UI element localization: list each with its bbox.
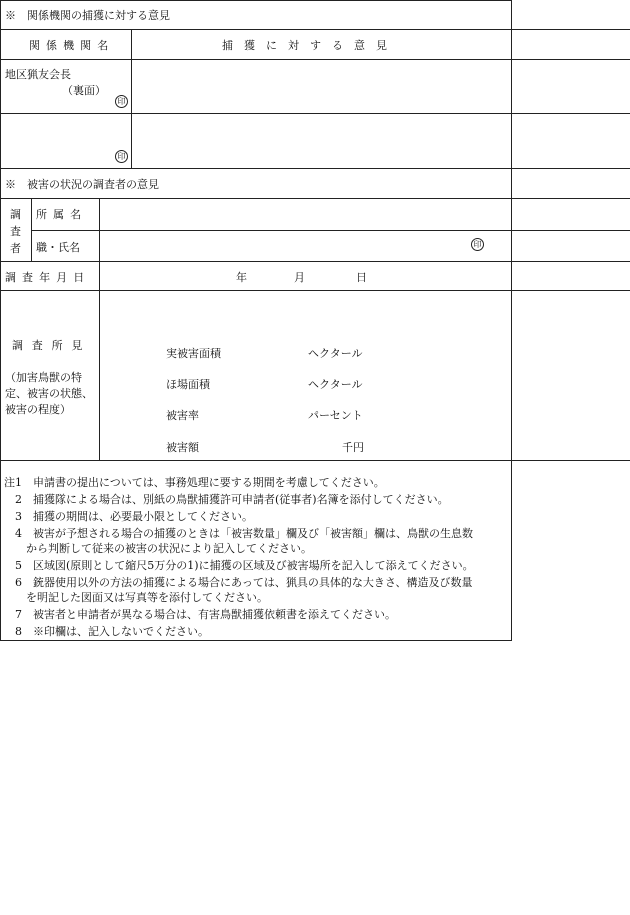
note-line: 3 捕獲の期間は、必要最小限としてください。 [4, 510, 253, 523]
investigator-label-char: 調 [10, 208, 21, 221]
date-year: 年 [236, 271, 247, 284]
back-side-label: （裏面） [62, 84, 106, 97]
note-line: 6 銃器使用以外の方法の捕獲による場合にあっては、猟具の具体的な大きさ、構造及び数量 [4, 576, 473, 589]
note-line: から判断して従来の被害の状況により記入してください。 [4, 542, 312, 555]
agency-column-header: 関係機関名 [29, 39, 115, 52]
hunting-club-chief-label: 地区猟友会長 [5, 68, 71, 81]
note-line: 4 被害が予想される場合の捕獲のときは「被害数量」欄及び「被害額」欄は、鳥獣の生息数 [4, 527, 473, 540]
survey-date-label: 調査年月日 [5, 271, 91, 284]
damage-area-label: 実被害面積 [166, 347, 221, 360]
section2-title: ※ 被害の状況の調査者の意見 [5, 178, 159, 191]
findings-sub-line: 被害の程度） [5, 403, 71, 416]
affiliation-label: 所属名 [36, 208, 88, 221]
findings-label: 調査所見 [12, 339, 92, 352]
seal-mark: 印 [115, 95, 128, 108]
damage-amount-unit: 千円 [342, 441, 364, 454]
date-month: 月 [294, 271, 305, 284]
note-line: 5 区域図(原則として縮尺5万分の1)に捕獲の区域及び被害場所を記入して添えてください。 [4, 559, 474, 572]
note-line: を明記した図面又は写真等を添付してください。 [4, 591, 268, 604]
opinion-column-header: 捕 獲 に 対 す る 意 見 [222, 39, 387, 52]
field-area-label: ほ場面積 [166, 378, 210, 391]
note-line: 8 ※印欄は、記入しないでください。 [4, 625, 209, 638]
note-line: 2 捕獲隊による場合は、別紙の鳥獣捕獲許可申請者(従事者)名簿を添付してください。 [4, 493, 449, 506]
investigator-label-char: 者 [10, 242, 21, 255]
seal-mark: 印 [115, 150, 128, 163]
investigator-label-char: 査 [10, 225, 21, 238]
name-title-label: 職・氏名 [36, 241, 80, 254]
findings-sub-line: （加害鳥獣の特 [5, 371, 82, 384]
damage-area-unit: ヘクタール [308, 347, 363, 360]
damage-amount-label: 被害額 [166, 441, 199, 454]
note-line: 7 被害者と申請者が異なる場合は、有害鳥獣捕獲依頼書を添えてください。 [4, 608, 396, 621]
section1-title: ※ 関係機関の捕獲に対する意見 [5, 9, 170, 22]
field-area-unit: ヘクタール [308, 378, 363, 391]
date-day: 日 [356, 271, 367, 284]
damage-rate-unit: パーセント [308, 409, 363, 422]
damage-rate-label: 被害率 [166, 409, 199, 422]
note-line: 注1 申請書の提出については、事務処理に要する期間を考慮してください。 [4, 476, 385, 489]
findings-sub-line: 定、被害の状態、 [5, 387, 93, 400]
seal-mark: 印 [471, 238, 484, 251]
